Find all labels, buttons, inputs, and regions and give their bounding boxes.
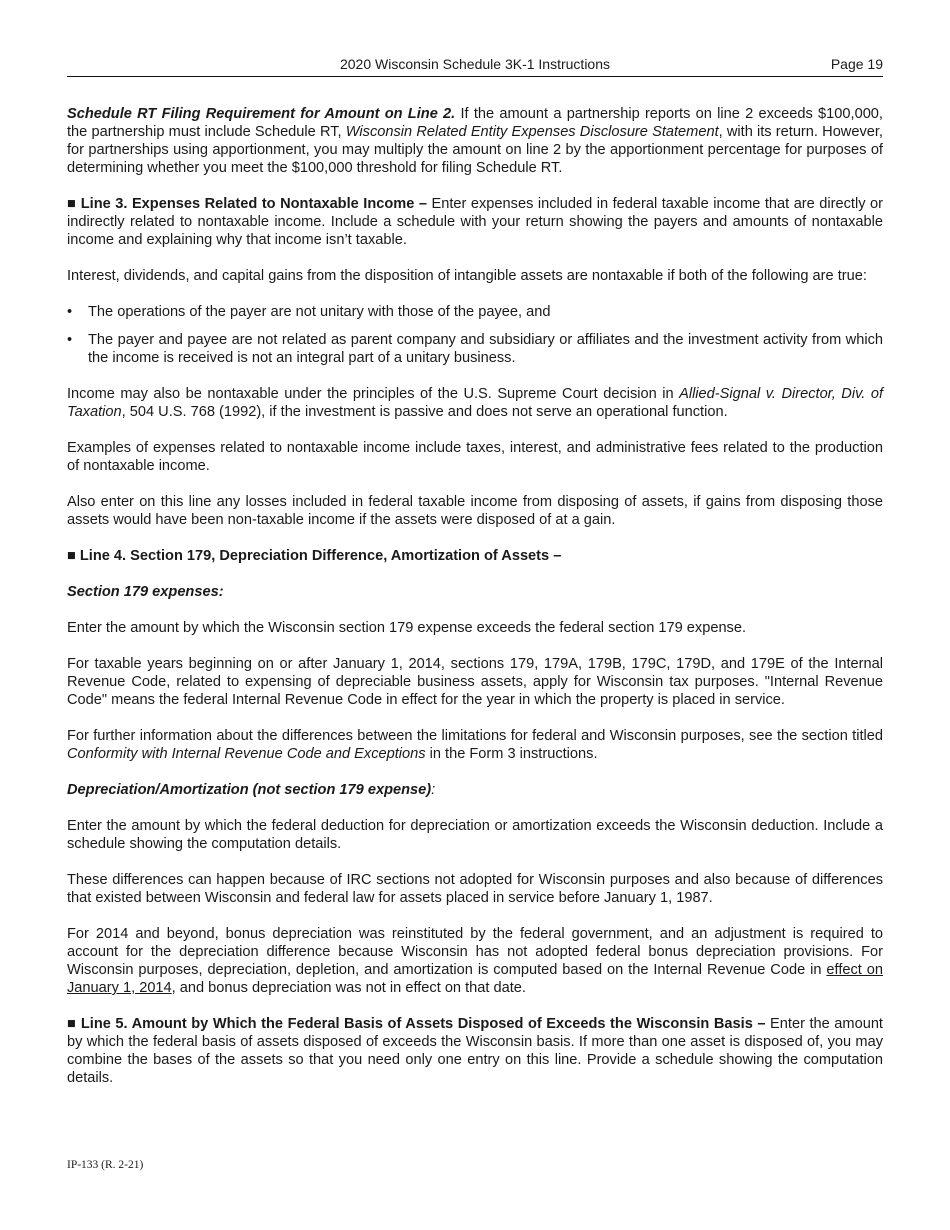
conformity-paragraph: For further information about the differences between the limitations for federal and Wisconsin purposes, see the section titled Conformity with Internal Revenue Code and Exceptions in the Form 3 instructions. xyxy=(67,728,883,762)
bullet-icon: • xyxy=(67,304,73,320)
section-179-heading: Section 179 expenses: xyxy=(67,584,224,600)
depreciation-heading: Depreciation/Amortization (not section 179 expense): xyxy=(67,782,436,798)
list-item: • The operations of the payer are not unitary with those of the payee, and xyxy=(67,304,551,320)
line-3-heading: ■ Line 3. Expenses Related to Nontaxable Income – xyxy=(67,196,427,212)
case-citation: Allied-Signal v. Director, Div. of Taxation xyxy=(67,386,883,420)
form-number: IP-133 (R. 2-21) xyxy=(67,1159,144,1171)
page-header xyxy=(67,54,883,77)
conditions-list xyxy=(67,303,883,367)
line-5-paragraph: ■ Line 5. Amount by Which the Federal Basis of Assets Disposed of Exceeds the Wisconsin Basis – Enter the amount by which the federal basis of assets disposed of exceeds the Wisconsin basis. If more than one asset is disposed of, you may combine the bases of the assets so that you need only one entry on this line. Provide a schedule showing the computation details. xyxy=(67,1016,883,1086)
differences-paragraph: These differences can happen because of IRC sections not adopted for Wisconsin purposes and also because of differences that existed between Wisconsin and federal law for assets placed in service before January 1, 1987. xyxy=(67,872,883,906)
page-number: Page 19 xyxy=(830,56,883,72)
irc-sections-paragraph: For taxable years beginning on or after January 1, 2014, sections 179, 179A, 179B, 179C, 179D, and 179E of the Internal Revenue Code, related to expensing of depreciable business assets, apply for Wisconsin tax purposes. "Internal Revenue Code" means the federal Internal Revenue Code in effect for the year in which the property is placed in service. xyxy=(67,656,883,708)
bullet-icon: • xyxy=(67,332,73,348)
form-title: Wisconsin Related Entity Expenses Disclosure Statement xyxy=(345,124,719,140)
section-179-paragraph: Enter the amount by which the Wisconsin section 179 expense exceeds the federal section 179 expense. xyxy=(67,620,747,636)
losses-paragraph: Also enter on this line any losses included in federal taxable income from disposing of assets, if gains from disposing those assets would have been non-taxable income if the assets were disposed of at a gain. xyxy=(67,494,883,528)
document-body xyxy=(67,105,883,1087)
schedule-rt-paragraph: Schedule RT Filing Requirement for Amount on Line 2. If the amount a partnership reports on line 2 exceeds $100,000, the partnership must include Schedule RT, Wisconsin Related Entity Expenses Disclosure Statement, with its return. However, for partnerships using apportionment, you may multiply the amount on line 2 by the apportionment percentage for purposes of determining whether you meet the $100,000 threshold for filing Schedule RT. xyxy=(67,106,883,176)
line-3-paragraph: ■ Line 3. Expenses Related to Nontaxable Income – Enter expenses included in federal taxable income that are directly or indirectly related to nontaxable income. Include a schedule with your return showing the payers and amounts of nontaxable income and explaining why that income isn’t taxable. xyxy=(67,196,883,248)
conformity-reference: Conformity with Internal Revenue Code and Exceptions xyxy=(67,746,426,762)
allied-signal-paragraph: Income may also be nontaxable under the principles of the U.S. Supreme Court decision in Allied-Signal v. Director, Div. of Taxation, 504 U.S. 768 (1992), if the investment is passive and does not serve an operational function. xyxy=(67,386,883,420)
effective-date: effect on January 1, 2014 xyxy=(67,962,884,996)
nontaxable-conditions-paragraph: Interest, dividends, and capital gains from the disposition of intangible assets are nontaxable if both of the following are true: xyxy=(67,268,867,284)
depreciation-paragraph: Enter the amount by which the federal deduction for depreciation or amortization exceeds the Wisconsin deduction. Include a schedule showing the computation details. xyxy=(67,818,883,852)
list-item: • The payer and payee are not related as parent company and subsidiary or affiliates and the investment activity from which the income is received is not an integral part of a unitary business. xyxy=(67,332,883,366)
bonus-depreciation-paragraph: For 2014 and beyond, bonus depreciation was reinstituted by the federal government, and an adjustment is required to account for the depreciation difference because Wisconsin has not adopted federal bonus depreciation provisions. For Wisconsin purposes, depreciation, depletion, and amortization is computed based on the Internal Revenue Code in effect on January 1, 2014, and bonus depreciation was not in effect on that date. xyxy=(67,926,884,996)
expense-examples-paragraph: Examples of expenses related to nontaxable income include taxes, interest, and administrative fees related to the production of nontaxable income. xyxy=(67,440,883,474)
line-4-heading: ■ Line 4. Section 179, Depreciation Difference, Amortization of Assets – xyxy=(67,548,562,564)
schedule-rt-heading: Schedule RT Filing Requirement for Amount on Line 2. xyxy=(67,106,456,122)
document-title: 2020 Wisconsin Schedule 3K-1 Instructions xyxy=(339,56,611,72)
document-page xyxy=(67,54,883,1105)
line-5-heading: ■ Line 5. Amount by Which the Federal Basis of Assets Disposed of Exceeds the Wisconsin Basis – xyxy=(67,1016,766,1032)
